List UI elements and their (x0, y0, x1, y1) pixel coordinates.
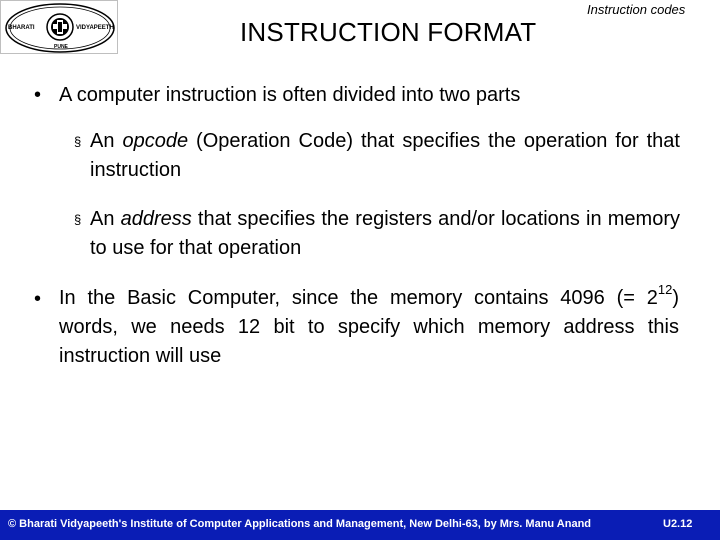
slide-title: INSTRUCTION FORMAT (240, 17, 537, 47)
sub1-term: opcode (122, 130, 189, 152)
logo-text-bottom: PUNE (54, 44, 68, 50)
bullet2-after: ) words, we needs 12 bit to specify which memory address this instruction will use (59, 287, 679, 367)
section-mark-icon: § (74, 134, 82, 149)
bullet2-before: In the Basic Computer, since the memory contains 4096 (= 2 (59, 287, 658, 309)
logo-text-right: VIDYAPEETH (76, 25, 114, 31)
footer-bar (0, 510, 720, 540)
slide-number: U2.12 (663, 518, 693, 530)
footer-copyright: © Bharati Vidyapeeth's Institute of Computer Applications and Management, New Delhi-63, by Mrs. Manu Anand (8, 518, 592, 530)
section-mark-icon: § (74, 212, 82, 227)
sub2-suffix: that specifies the registers and/or locations in memory to use for that operation (90, 208, 680, 259)
sub2-prefix: An (90, 208, 121, 230)
logo-text-left: BHARATI (8, 25, 35, 31)
institute-logo (4, 2, 116, 54)
sub-bullet-text-2 (90, 205, 680, 263)
sub1-prefix: An (90, 130, 123, 152)
section-tag: Instruction codes (587, 2, 686, 17)
bullet-text-1: A computer instruction is often divided into two parts (59, 84, 521, 106)
sub-bullet-text-1 (90, 127, 680, 185)
sub2-term: address (120, 208, 192, 230)
bullet-text-2 (59, 284, 679, 371)
institute-logo-box (0, 0, 118, 54)
bullet-dot-icon: • (34, 288, 42, 310)
sub1-suffix: (Operation Code) that specifies the operation for that instruction (90, 130, 680, 181)
bullet2-exponent: 12 (657, 282, 673, 298)
bullet-dot-icon: • (34, 84, 42, 106)
